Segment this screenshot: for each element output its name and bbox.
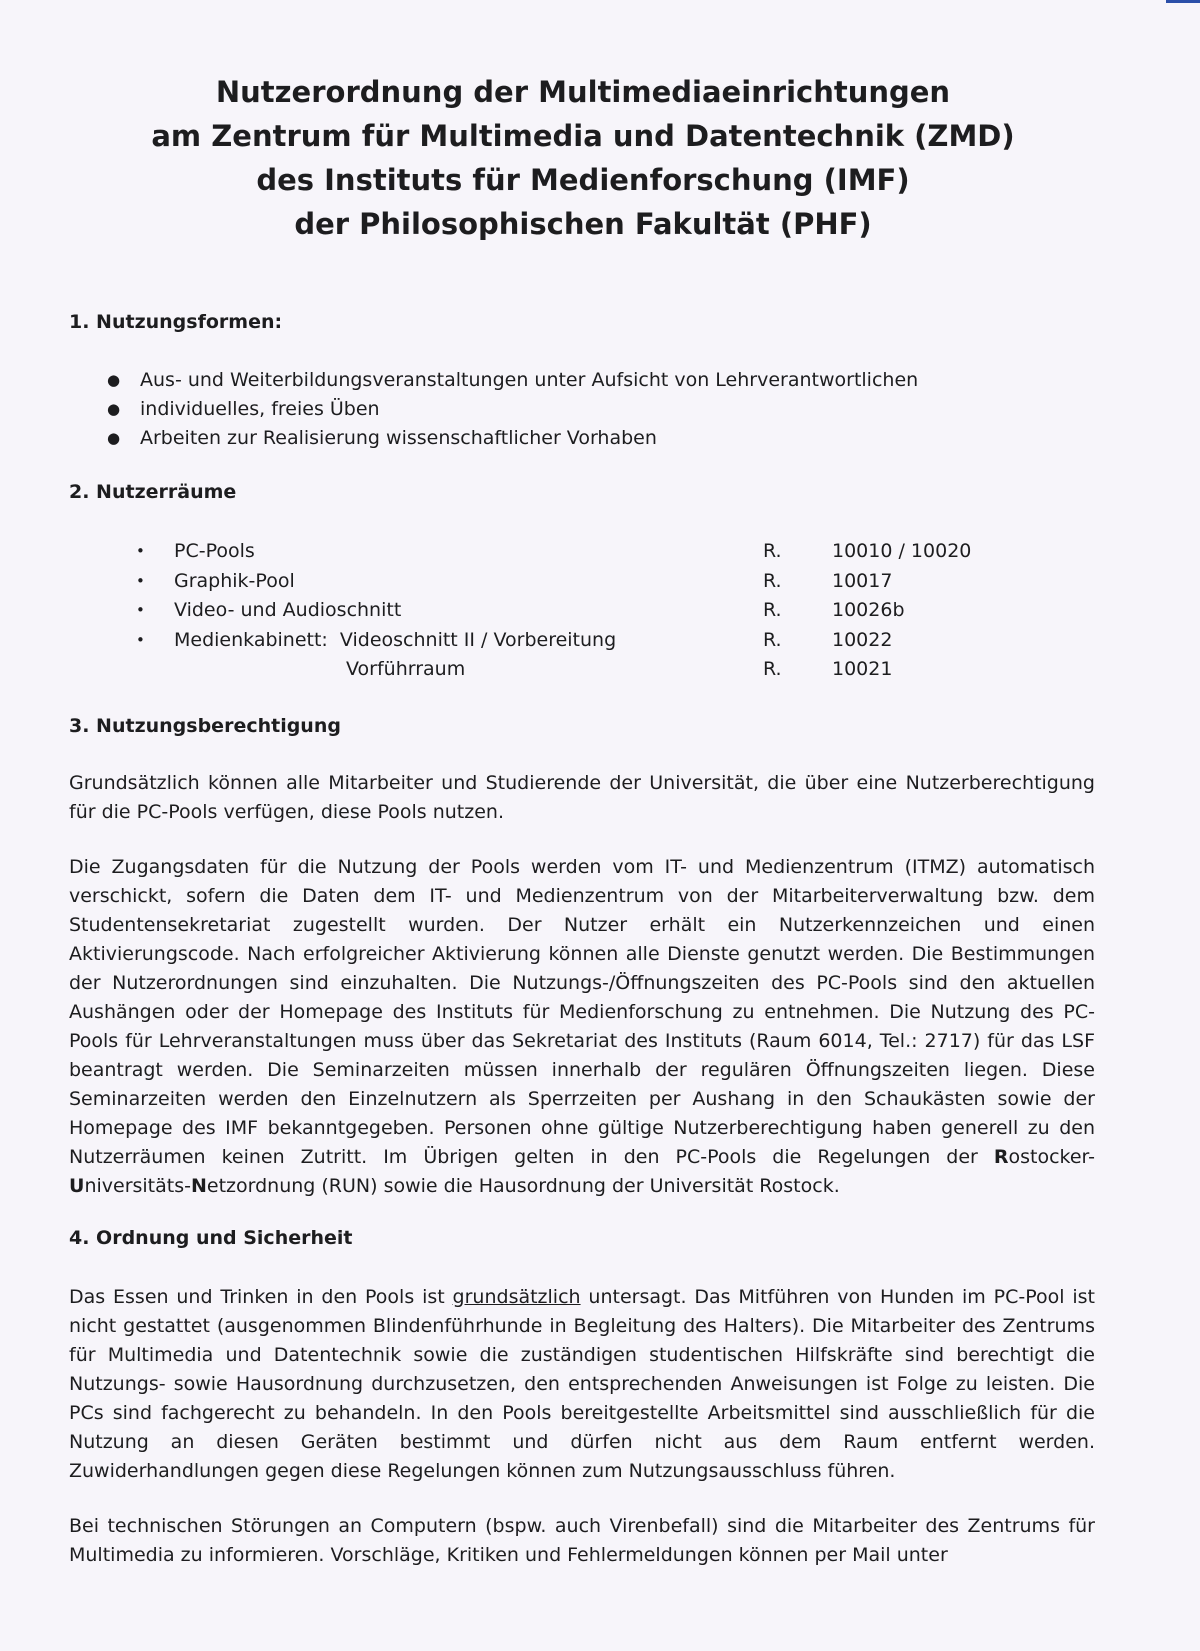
room-row [136, 537, 1036, 567]
room-number: 10026b [832, 599, 905, 621]
room-name: Medienkabinett: Videoschnitt II / Vorbereitung [174, 628, 617, 651]
section-4-paragraph-2: Bei technischen Störungen an Computern (bspw. auch Virenbefall) sind die Mitarbeiter des Zentrums für Multimedia zu informieren. Vorschläge, Kritiken und Fehlermeldungen können per Mail unter [69, 1515, 1095, 1566]
room-name: Video- und Audioschnitt [174, 599, 402, 621]
section-3-paragraph-2: Die Zugangsdaten für die Nutzung der Pools werden vom IT- und Medienzentrum (ITMZ) automatisch verschickt, sofern die Daten dem IT- und Medienzentrum von der Mitarbeiterverwaltung bzw. dem Studentensekretariat zugestellt wurden. Der Nutzer erhält ein Nutzerkennzeichen und einen Aktivierungscode. Nach erfolgreicher Aktivierung können alle Dienste genutzt werden. Die Bestimmungen der Nutzerordnungen sind einzuhalten. Die Nutzungs-/Öffnungszeiten des PC-Pools sind den aktuellen Aushängen oder der Homepage des Instituts für Medienforschung zu entnehmen. Die Nutzung des PC-Pools für Lehrveranstaltungen muss über das Sekretariat des Instituts (Raum 6014, Tel.: 2717) für das LSF beantragt werden. Die Seminarzeiten müssen innerhalb der regulären Öffnungszeiten liegen. Diese Seminarzeiten werden den Einzelnutzern als Sperrzeiten per Aushang in den Schaukästen sowie der Homepage des IMF bekanntgegeben. Personen ohne gültige Nutzerberechtigung haben generell zu den Nutzerräumen keinen Zutritt. Im Übrigen gelten in den PC-Pools die Regelungen der Rostocker-Universitäts-Netzordnung (RUN) sowie die Hausordnung der Universität Rostock. [69, 856, 1095, 1197]
room-prefix: R. [763, 599, 782, 621]
room-name: Graphik-Pool [174, 569, 295, 592]
bullet-icon: ● [107, 371, 121, 389]
blue-edge-mark [1166, 0, 1200, 3]
room-row [136, 567, 1036, 597]
title-line-4: der Philosophischen Fakultät (PHF) [294, 207, 872, 241]
room-row [136, 626, 1036, 656]
rooms-table [136, 537, 1036, 685]
section-4-paragraph-1: Das Essen und Trinken in den Pools ist grundsätzlich untersagt. Das Mitführen von Hunden im PC-Pool ist nicht gestattet (ausgenommen Blindenführhunde in Begleitung des Halters). Die Mitarbeiter des Zentrums für Multimedia und Datentechnik sowie die zuständigen studentischen Hilfskräfte sind berechtigt die Nutzungs- sowie Hausordnung durchzusetzen, den entsprechenden Anweisungen ist Folge zu leisten. Die PCs sind fachgerecht zu behandeln. In den Pools bereitgestellte Arbeitsmittel sind ausschließlich für die Nutzung an diesen Geräten bestimmt und dürfen nicht aus dem Raum entfernt werden. Zuwiderhandlungen gegen diese Regelungen können zum Nutzungsausschluss führen. [69, 1286, 1096, 1482]
section-3-paragraph-1: Grundsätzlich können alle Mitarbeiter und Studierende der Universität, die über eine Nutzerberechtigung für die PC-Pools verfügen, diese Pools nutzen. [69, 772, 1095, 823]
title-line-2: am Zentrum für Multimedia und Datentechnik (ZMD) [151, 119, 1015, 153]
title-line-3: des Instituts für Medienforschung (IMF) [256, 163, 910, 197]
bullet-icon: ● [107, 429, 121, 447]
underlined-word: grundsätzlich [452, 1286, 581, 1308]
room-prefix: R. [763, 540, 782, 562]
room-row [136, 596, 1036, 626]
bullet-icon: • [136, 601, 145, 619]
title-line-1: Nutzerordnung der Multimediaeinrichtungen [215, 75, 951, 109]
section-4-heading: 4. Ordnung und Sicherheit [69, 1227, 353, 1249]
document-title [0, 70, 1166, 246]
room-prefix: R. [763, 569, 782, 592]
room-name: PC-Pools [174, 540, 255, 562]
room-prefix: R. [763, 628, 782, 651]
bullet-icon: ● [107, 400, 121, 418]
section-2-heading: 2. Nutzerräume [69, 481, 237, 503]
room-number: 10017 [832, 569, 893, 592]
room-prefix: R. [763, 658, 782, 680]
list-item: ● individuelles, freies Üben [140, 395, 918, 424]
list-item: ● Aus- und Weiterbildungsveranstaltungen unter Aufsicht von Lehrverantwortlichen [140, 366, 918, 395]
section-1-heading: 1. Nutzungsformen: [69, 311, 283, 333]
bullet-icon: • [136, 630, 145, 649]
bullet-icon: • [136, 571, 145, 590]
section-1-list [107, 366, 919, 453]
room-row [136, 655, 1036, 685]
bullet-icon: • [136, 542, 145, 560]
room-number: 10010 / 10020 [832, 540, 972, 562]
room-number: 10021 [832, 658, 893, 680]
section-3-heading: 3. Nutzungsberechtigung [69, 715, 341, 737]
room-number: 10022 [832, 628, 893, 651]
room-name: Vorführraum [346, 658, 466, 680]
list-item: ● Arbeiten zur Realisierung wissenschaftlicher Vorhaben [140, 424, 918, 453]
